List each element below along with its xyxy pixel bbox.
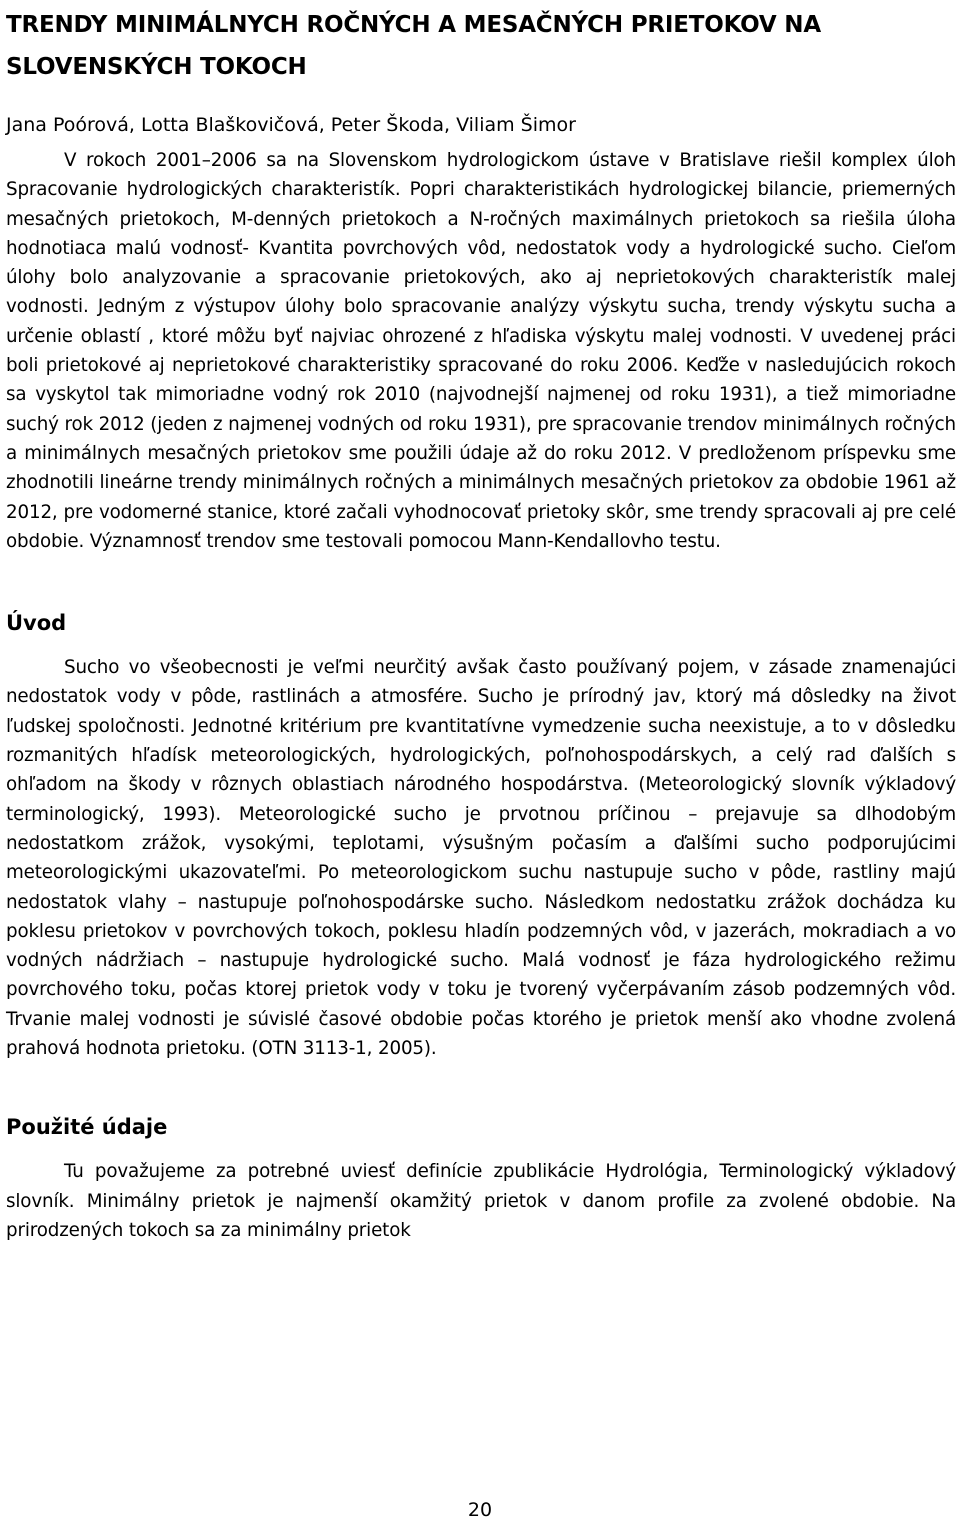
section-heading-intro: Úvod	[6, 611, 67, 636]
page-number: 20	[467, 1499, 493, 1521]
intro-paragraph: Sucho vo všeobecnosti je veľmi neurčitý avšak často používaný pojem, v zásade znamenajúci nedostatok vody v pôde, rastlinách a atmosfére. Sucho je prírodný jav, ktorý má dôsledky na život ľudskej spoločnosti. Jednotné kritérium pre kvantitatívne vymedzenie sucha neexistuje, a to v dôsledku rozmanitých hľadísk meteorologických, hydrologických, poľnohospodárskych, a celý rad ďalších s ohľadom na škody v rôznych oblastiach národného hospodárstva. (Meteorologický slovník výkladový terminologický, 1993). Meteorologické sucho je prvotnou príčinou – prejavuje sa dlhodobým nedostatkom zrážok, vysokými, teplotami, výsušným počasím a ďalšími sucho podporujúcimi meteorologickými ukazovateľmi. Po meteorologickom suchu nastupuje sucho v pôde, rastliny majú nedostatok vlahy – nastupuje poľnohospodárske sucho. Následkom nedostatku zrážok dochádza ku poklesu prietokov v povrchových tokoch, poklesu hladín podzemných vôd, v jazerách, mokradiach a vo vodných nádržiach – nastupuje hydrologické sucho. Malá vodnosť je fáza hydrologického režimu povrchového toku, počas ktorej prietok vody v toku je tvorený vyčerpávaním zásob podzemných vôd. Trvanie malej vodnosti je súvislé časové obdobie počas ktorého je prietok menší ako vhodne zvolená prahová hodnota prietoku. (OTN 3113-1, 2005).	[6, 657, 956, 1060]
paper-title: TRENDY MINIMÁLNYCH ROČNÝCH A MESAČNÝCH PRIETOKOV NA SLOVENSKÝCH TOKOCH	[6, 12, 821, 80]
author-list: Jana Poórová, Lotta Blaškovičová, Peter Škoda, Viliam Šimor	[6, 114, 576, 136]
section-heading-data: Použité údaje	[6, 1115, 168, 1140]
data-paragraph: Tu považujeme za potrebné uviesť definície zpublikácie Hydrológia, Terminologický výkladový slovník. Minimálny prietok je najmenší okamžitý prietok v danom profile za zvolené obdobie. Na prirodzených tokoch sa za minimálny prietok	[6, 1161, 956, 1241]
document-page	[6, 0, 956, 1525]
abstract-paragraph: V rokoch 2001–2006 sa na Slovenskom hydrologickom ústave v Bratislave riešil komplex úloh Spracovanie hydrologických charakteristík. Popri charakteristikách hydrologickej bilancie, priemerných mesačných prietokoch, M-denných prietokoch a N-ročných maximálnych prietokoch sa riešila úloha hodnotiaca malú vodnosť- Kvantita povrchových vôd, nedostatok vody a hydrologické sucho. Cieľom úlohy bolo analyzovanie a spracovanie prietokových, ako aj neprietokových charakteristík malej vodnosti. Jedným z výstupov úlohy bolo spracovanie analýzy výskytu sucha, trendy výskytu sucha a určenie oblastí , ktoré môžu byť najviac ohrozené z hľadiska výskytu malej vodnosti. V uvedenej práci boli prietokové aj neprietokové charakteristiky spracované do roku 2006. Keďže v nasledujúcich rokoch sa vyskytol tak mimoriadne vodný rok 2010 (najvodnejší najmenej od roku 1931), a tiež mimoriadne suchý rok 2012 (jeden z najmenej vodných od roku 1931), pre spracovanie trendov minimálnych ročných a minimálnych mesačných prietokov sme použili údaje až do roku 2012. V predloženom príspevku sme zhodnotili lineárne trendy minimálnych ročných a minimálnych mesačných prietokov za obdobie 1961 až 2012, pre vodomerné stanice, ktoré začali vyhodnocovať prietoky skôr, sme trendy spracovali aj pre celé obdobie. Významnosť trendov sme testovali pomocou Mann-Kendallovho testu.	[6, 150, 956, 552]
